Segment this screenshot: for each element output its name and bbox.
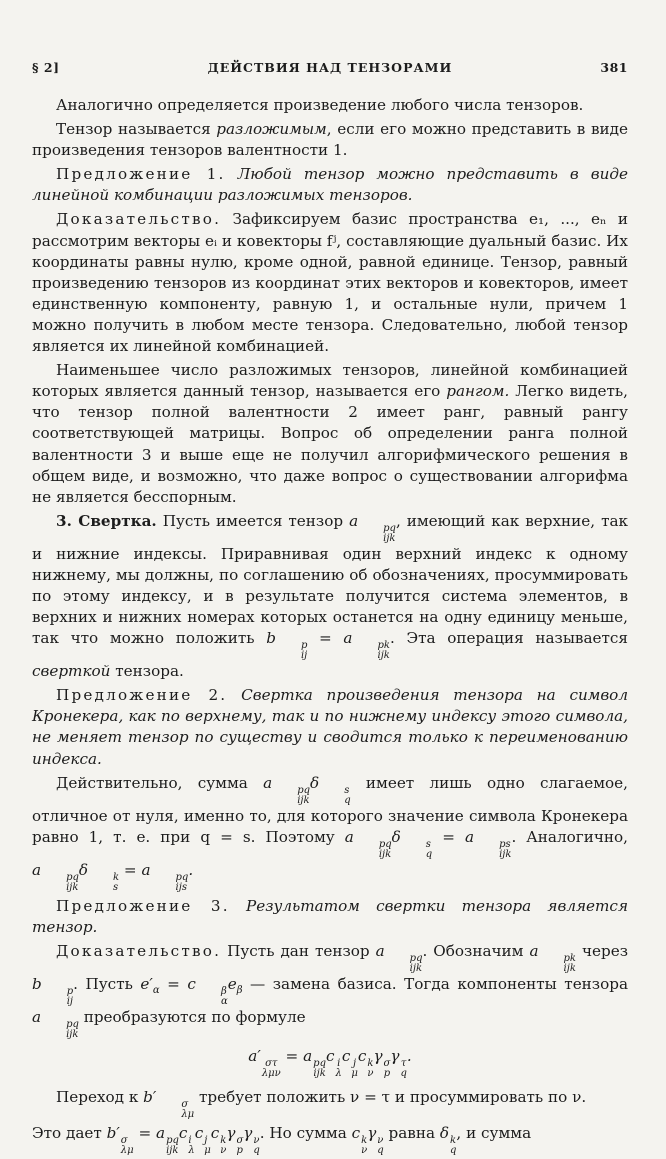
proof-3: Доказательство. Пусть дан тензор a pq ijk . Обозначим a pk ijk через b p ij . Пусть $e'_\alpha = c$ β α $e_\beta$ — замена базиса. Тогда компоненты тензора a pq ijk преобразуются по формуле [32, 941, 629, 1040]
page [32, 60, 628, 1159]
paragraph: Тензор называется разложимым, если его можно представить в виде произведения тензоров валентности 1. [32, 120, 628, 160]
paragraph-last-cont: Это дает b′ σ λμ = a pq ijk c i λ c j μ c k ν γ σ p γ ν q . Но сумма c k ν γ ν q равна δ k q , и сумма [32, 1123, 532, 1156]
section-3: 3. Свертка. Пусть имеется тензор a pq ijk , имеющий как верхние, так и нижние индексы. Приравнивая один верхний индекс к одному нижнему, мы должны, по соглашению об обозначениях, просуммировать по этому индексу, и в результате получится система элементов, в верхних и нижних номерах которых останется на одну единицу меньше, так что можно положить b p ij = a pk ijk . Эта операция называется сверткой тензора. [32, 511, 629, 681]
math-contraction: b p ij = a pk ijk [266, 629, 390, 662]
paragraph-kronecker: Действительно, сумма a pq ijk δ s q имеет лишь одно слагаемое, отличное от нуля, именно то, для которого значение символа Кронекера равно 1, т. е. при q = s. Поэтому a pq ijk δ s q = a ps ijk . Аналогично, a pq ijk δ k s = a pq ijs . [32, 773, 628, 893]
proposition-1: Предложение 1. Любой тензор можно представить в виде линейной комбинации разложимых тензоров. [32, 165, 629, 205]
page-number: 381 [600, 60, 628, 75]
paragraph: Аналогично определяется произведение любого числа тензоров. [56, 96, 584, 114]
proposition-2: Предложение 2. Свертка произведения тензора на символ Кронекера, как по верхнему, так и по нижнему индексу этого символа, не меняет тензор по существу и сводится только к переименованию индекса. [32, 686, 628, 768]
paragraph-last: Переход к b′ σ λμ требует положить ν = τ и просуммировать по ν. [56, 1087, 587, 1120]
term-rank: рангом. [446, 382, 510, 401]
proposition-3: Предложение 3. Результатом свертки тензора является тензор. [32, 896, 628, 936]
math-a-pq-ijk: a pq ijk [349, 511, 396, 544]
running-title: ДЕЙСТВИЯ НАД ТЕНЗОРАМИ [207, 60, 453, 75]
section-heading: 3. Свертка. [56, 511, 157, 530]
section-marker: § 2] [32, 60, 60, 75]
paragraph-rank: Наименьшее число разложимых тензоров, линейной комбинацией которых является данный тензор, называется его рангом. Легко видеть, что тензор полной валентности 2 имеет ранг, равный рангу соответствующей матрицы. Вопрос об определении ранга полной валентности 3 и выше еще не получил алгорифмического решения в общем виде, и возможно, что даже вопрос о существовании алгорифма не является бесспорным. [32, 361, 628, 506]
page-body [32, 95, 628, 1156]
proof-1: Доказательство. Зафиксируем базис пространства e₁, ..., eₙ и рассмотрим векторы eᵢ и ковекторы fʲ, составляющие дуальный базис. Их координаты равны нулю, кроме одной, равной единице. Тензор, равный произведению тензоров из координат этих векторов и ковекторов, имеет единственную компоненту, равную 1, и остальные нули, причем 1 можно получить в любом месте тензора. Следовательно, любой тензор является их линейной комбинацией. [32, 210, 629, 356]
term-decomposable: разложимым [216, 120, 327, 139]
term-contraction: сверткой [32, 662, 111, 681]
running-head [32, 60, 628, 75]
main-formula: a′ στ λμν = a pq ijk c i λ c j μ c k ν γ σ p γ τ q . [248, 1046, 412, 1079]
